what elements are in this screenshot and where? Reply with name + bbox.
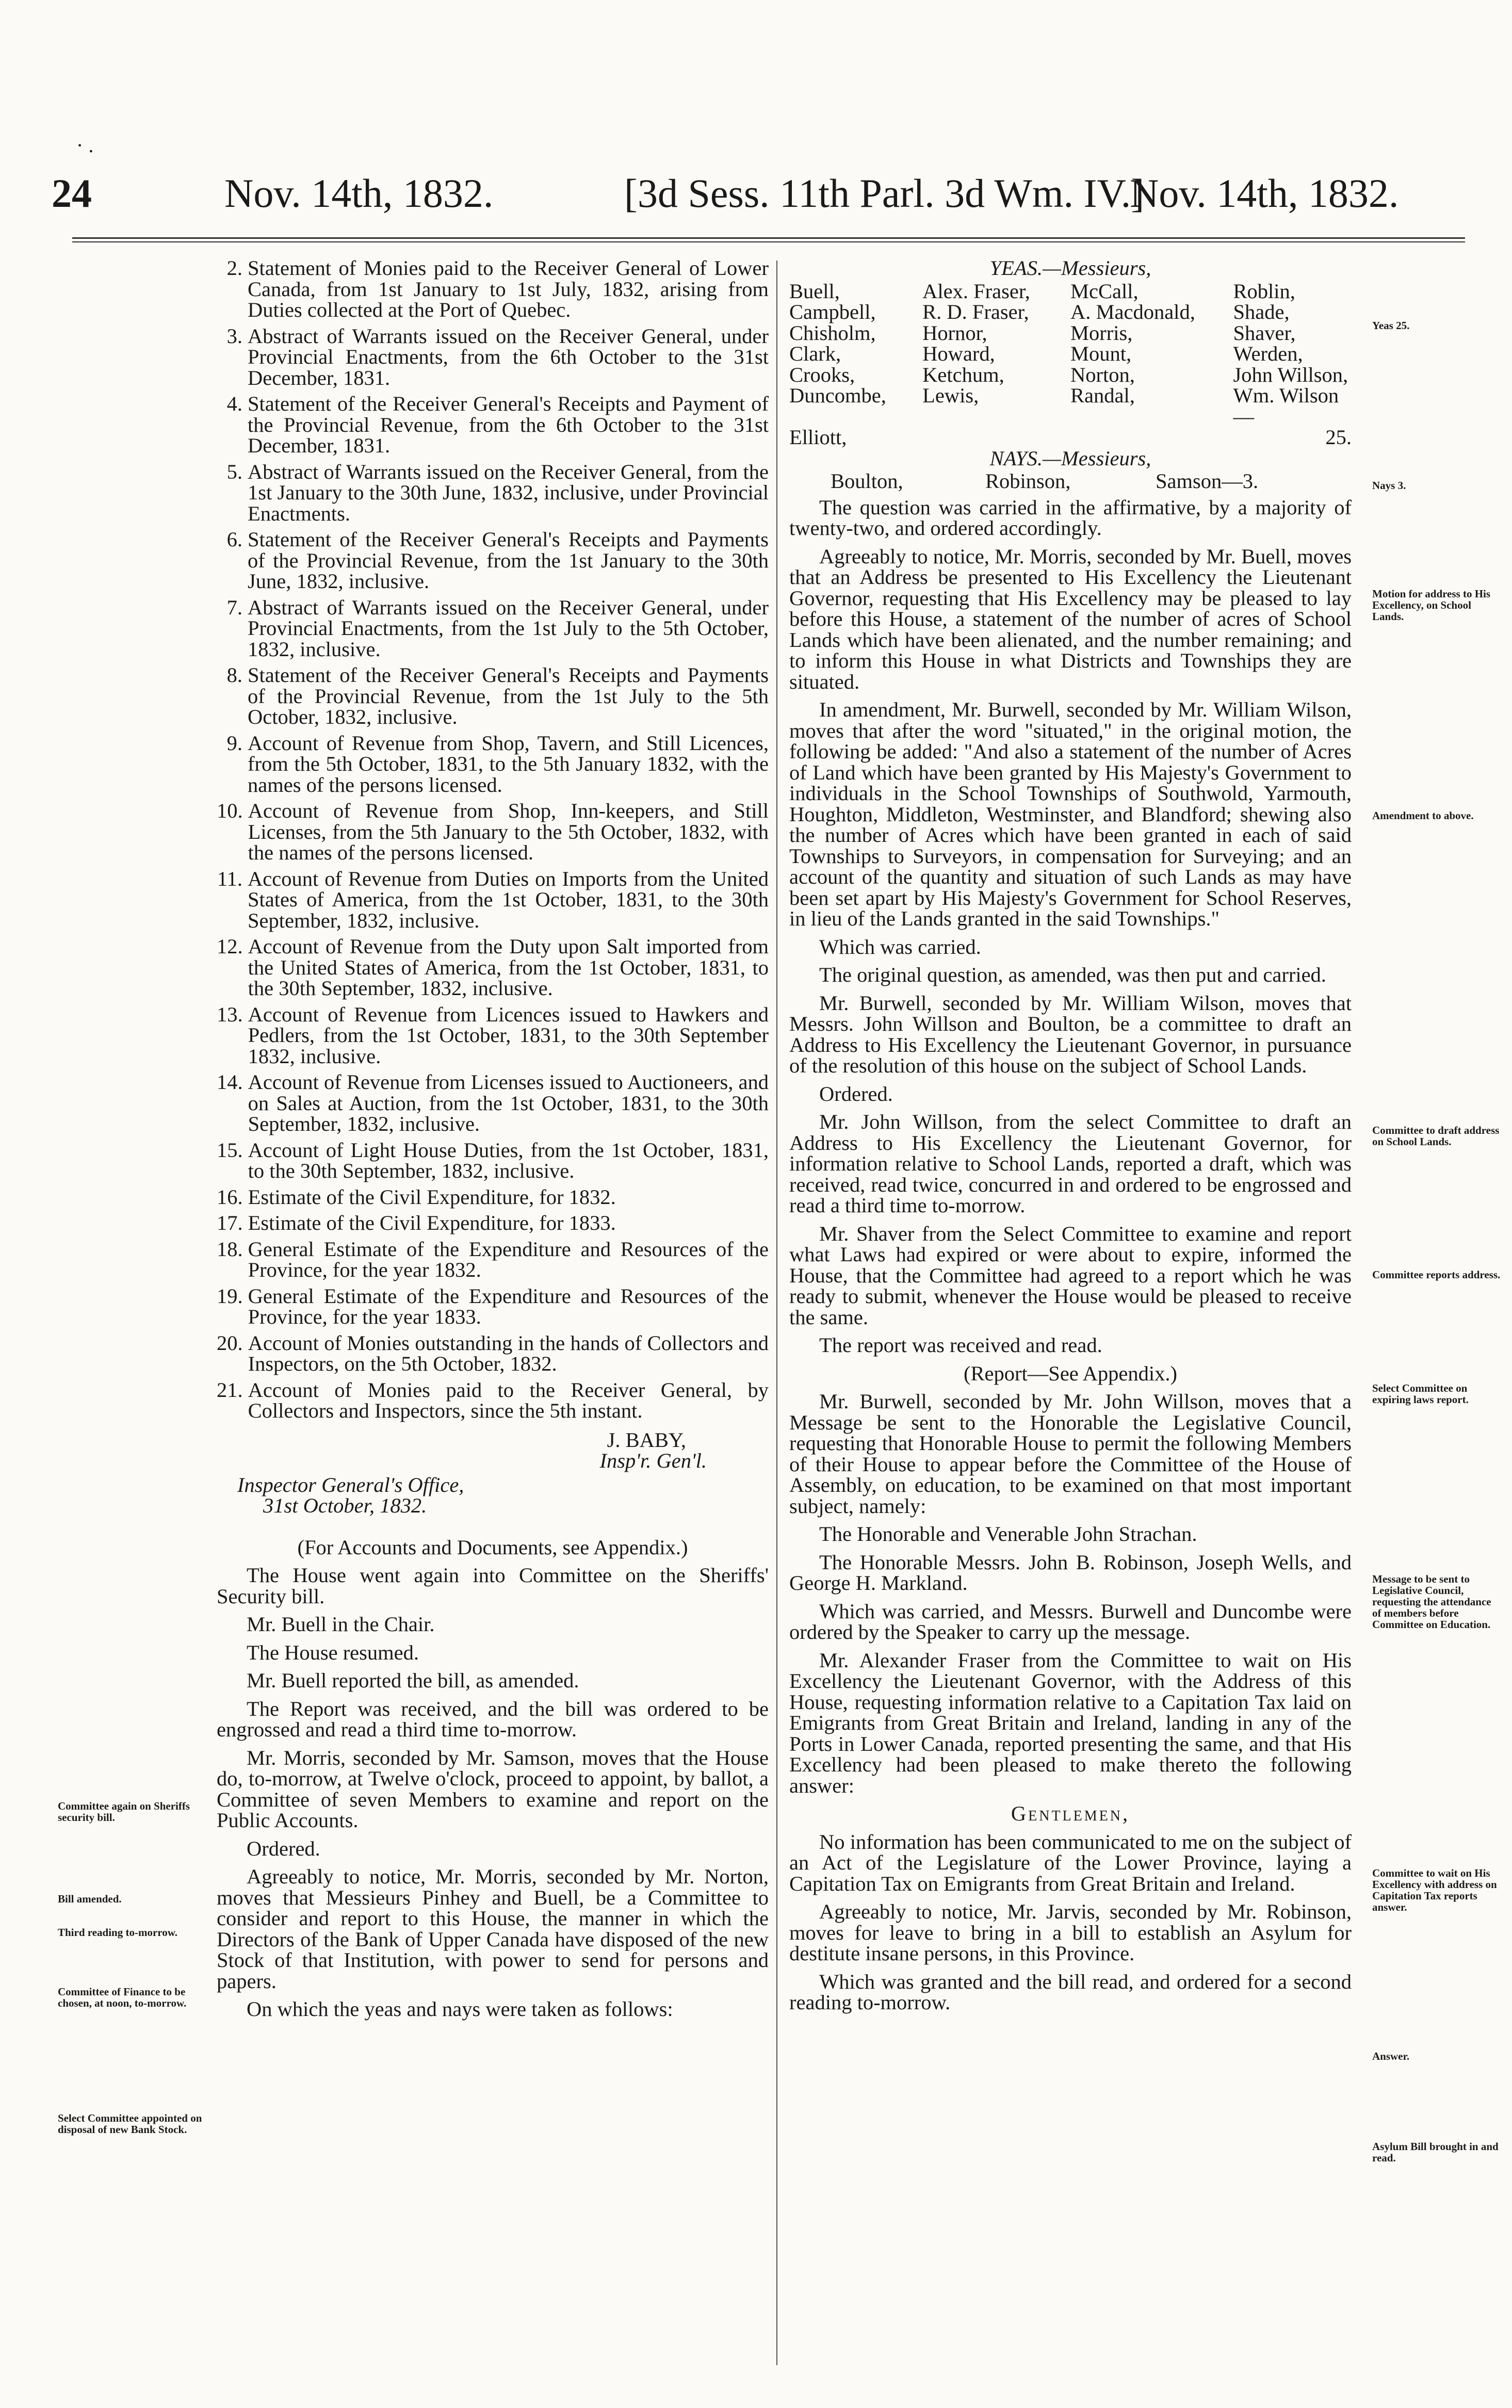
list-item [217, 1213, 769, 1234]
item-number: 8. [226, 663, 242, 687]
paragraph: Which was carried. [819, 935, 981, 958]
nays-list [789, 471, 1352, 492]
paragraph: Mr. Alexander Fraser from the Committee to wait on His Excellency the Lieutenant Governor, with the Address of this House, requesting information relative to a Capitation Tax laid on Emigrants from Great Britain and Ireland, landing in any of the Ports in Lower Canada, reported presenting the same, and that His Excellency had been pleased to make thereto the following answer: [789, 1648, 1352, 1797]
yeas-name: Duncombe, [789, 384, 886, 407]
margin-note: Committee of Finance to be chosen, at noon, to-morrow. [58, 1986, 187, 2009]
paragraph: Mr. Burwell, seconded by Mr. John Willson, moves that a Message be sent to the Honorable the Legislative Council, requesting that Honorable House to permit the following Members of their House to appear before the Committee of the House of Assembly, on education, to be examined on that most important subject, namely: [789, 1390, 1352, 1518]
list-item [217, 665, 769, 728]
item-number: 2. [226, 256, 242, 280]
item-number: 16. [217, 1185, 243, 1209]
item-number: 10. [217, 799, 243, 822]
header-date-left: Nov. 14th, 1832. [224, 171, 494, 216]
item-number: 17. [217, 1211, 243, 1234]
yeas-name: Howard, [922, 342, 995, 365]
yeas-name: Mount, [1070, 342, 1132, 365]
item-text: Account of Monies paid to the Receiver General, by Collectors and Inspectors, since the 5th instant. [248, 1378, 769, 1422]
item-number: 5. [226, 460, 242, 483]
list-item [217, 326, 769, 389]
list-item [217, 394, 769, 457]
office-block [237, 1475, 769, 1517]
yeas-name: Crooks, [789, 363, 855, 386]
item-text: General Estimate of the Expenditure and Resources of the Province, for the year 1832. [248, 1237, 769, 1281]
document-list [217, 258, 769, 1422]
page-header [52, 170, 1475, 227]
column-divider [776, 261, 777, 2365]
paragraph: Agreeably to notice, Mr. Jarvis, seconded by Mr. Robinson, moves for leave to bring in a bill to establish an Asylum for destitute insane persons, in this Province. [789, 1900, 1352, 1965]
yeas-list [789, 281, 1352, 448]
item-text: Abstract of Warrants issued on the Receiver General, under Provincial Enactments, from the 1st July to the 5th October, 1832, inclusive. [248, 595, 769, 661]
item-text: Account of Monies outstanding in the hands of Collectors and Inspectors, on the 5th October, 1832. [248, 1331, 769, 1375]
yeas-name: Buell, [789, 279, 840, 303]
item-text: Abstract of Warrants issued on the Receiver General, from the 1st January to the 30th June, 1832, inclusive, under Provincial Enactments. [248, 460, 769, 525]
yeas-name: Randal, [1070, 384, 1135, 407]
list-item [217, 1072, 769, 1135]
header-rule-top [72, 237, 1465, 239]
margin-note: Select Committee on expiring laws report. [1372, 1382, 1469, 1406]
paragraph: Which was carried, and Messrs. Burwell and Duncombe were ordered by the Speaker to carry up the message. [789, 1599, 1352, 1644]
list-item [217, 258, 769, 321]
item-number: 3. [226, 324, 242, 348]
margin-note: Select Committee appointed on disposal of new Bank Stock. [58, 2112, 202, 2136]
appendix-note: (For Accounts and Documents, see Appendix.) [297, 1535, 688, 1559]
margin-note: Third reading to-morrow. [58, 1926, 177, 1939]
list-item [217, 1380, 769, 1422]
item-number: 20. [217, 1331, 243, 1355]
paragraph: In amendment, Mr. Burwell, seconded by Mr. William Wilson, moves that after the word "situated," in the original motion, the following be added: "And also a statement of the number of Acres of Land which have been granted by His Majesty's Government to individuals in the School Townships of Southwold, Yarmouth, Houghton, Middleton, Westminster, and Blandford; shewing also the number of Acres which have been granted in each of said Townships to Surveyors, in compensation for Surveying; and an account of the quantity and situation of such Lands as may have been set apart by His Majesty's Government for School Reserves, in lieu of the Lands granted in the said Townships." [789, 698, 1352, 930]
item-number: 19. [217, 1284, 243, 1308]
paragraph: Ordered. [819, 1082, 893, 1105]
salutation: Gentlemen, [1011, 1802, 1130, 1825]
item-number: 4. [226, 392, 242, 415]
yeas-name: Morris, [1070, 321, 1133, 345]
yeas-name: McCall, [1070, 279, 1139, 303]
yeas-row [789, 427, 1352, 448]
yeas-name: Ketchum, [922, 363, 1004, 386]
item-text: Account of Revenue from Shop, Tavern, and Still Licences, from the 5th October, 1831, to the 5th January 1832, with the names of the persons licensed. [248, 731, 769, 796]
list-item [217, 1004, 769, 1067]
yeas-name: Campbell, [789, 300, 876, 323]
stray-marks: · . [76, 134, 94, 157]
paragraph: Agreeably to notice, Mr. Morris, seconded by Mr. Buell, moves that an Address be presented to His Excellency the Lieutenant Governor, requesting that His Excellency may be pleased to lay before this House, a statement of the number of acres of School Lands which have been alienated, and the number remaining; and to inform this House in what Districts and Townships they are situated. [789, 544, 1352, 693]
yeas-name [922, 427, 1070, 448]
margin-note: Committee to wait on His Excellency with address on Capitation Tax reports answer. [1372, 1867, 1497, 1913]
item-number: 12. [217, 935, 243, 958]
paragraph: The House resumed. [247, 1640, 419, 1664]
header-session: [3d Sess. 11th Parl. 3d Wm. IV.] [624, 171, 1145, 216]
list-item [217, 1239, 769, 1281]
paragraph: On which the yeas and nays were taken as follows: [247, 1997, 673, 2021]
paragraph: No information has been communicated to me on the subject of an Act of the Legislature of the Lower Province, laying a Capitation Tax on Emigrants from Great Britain and Ireland. [789, 1830, 1352, 1895]
paragraph: The Honorable and Venerable John Strachan. [819, 1522, 1197, 1545]
paragraph: Mr. Morris, seconded by Mr. Samson, moves that the House do, to-morrow, at Twelve o'clock, proceed to appoint, by ballot, a Committee of seven Members to examine and report on the Public Accounts. [217, 1746, 769, 1832]
list-item [217, 936, 769, 999]
yeas-name: John Willson, [1233, 363, 1348, 386]
signature-title: Insp'r. Gen'l. [599, 1449, 707, 1472]
list-item [217, 1286, 769, 1328]
nays-heading: NAYS.—Messieurs, [989, 446, 1151, 470]
margin-note: Message to be sent to Legislative Council, requesting the attendance of members before Committee on Education. [1372, 1573, 1491, 1631]
item-number: 18. [217, 1237, 243, 1261]
yeas-name: Chisholm, [789, 321, 876, 345]
paragraph: Mr. John Willson, from the select Committee to draft an Address to His Excellency the Lieutenant Governor, for information relative to School Lands, reported a draft, which was received, read twice, concurred in and ordered to be engrossed and read a third time to-morrow. [789, 1110, 1352, 1217]
paragraph: Ordered. [247, 1836, 320, 1860]
yeas-name: Hornor, [922, 321, 987, 345]
nays-name: Samson—3. [1156, 469, 1259, 493]
paragraph: Agreeably to notice, Mr. Morris, seconded by Mr. Norton, moves that Messieurs Pinhey and Buell, be a Committee to consider and report to this House, the manner in which the Directors of the Bank of Upper Canada have disposed of the new Stock of that Institution, with power to send for persons and papers. [217, 1865, 769, 1993]
item-text: Statement of the Receiver General's Receipts and Payments of the Provincial Revenue, from the 1st January to the 30th June, 1832, inclusive. [248, 528, 769, 593]
item-number: 21. [217, 1378, 243, 1402]
list-item [217, 1187, 769, 1208]
margin-note: Asylum Bill brought in and read. [1372, 2140, 1499, 2164]
yeas-name: Clark, [789, 342, 841, 365]
item-number: 7. [226, 595, 242, 619]
yeas-name: Shade, [1233, 300, 1290, 323]
margin-note: Bill amended. [58, 1893, 122, 1905]
yeas-name: 25. [1325, 426, 1352, 449]
item-text: General Estimate of the Expenditure and Resources of the Province, for the year 1833. [248, 1284, 769, 1328]
list-item [217, 462, 769, 525]
item-text: Account of Revenue from Shop, Inn-keepers, and Still Licenses, from the 5th January to the 5th October, 1832, with the names of the persons licensed. [248, 799, 769, 864]
paragraph: The House went again into Committee on the Sheriffs' Security bill. [217, 1564, 769, 1608]
paragraph: Mr. Burwell, seconded by Mr. William Wilson, moves that Messrs. John Willson and Boulton, be a committee to draft an Address to His Excellency the Lieutenant Governor, in pursuance of the resolution of this house on the subject of School Lands. [789, 991, 1352, 1077]
yeas-name: R. D. Fraser, [922, 300, 1029, 323]
item-text: Account of Revenue from Duties on Imports from the United States of America, from the 1st October, 1831, to the 30th September, 1832, inclusive. [248, 867, 769, 932]
nays-name: Boulton, [831, 469, 903, 493]
item-text: Estimate of the Civil Expenditure, for 1832. [248, 1185, 616, 1209]
yeas-row [789, 344, 1352, 365]
paragraph: The Honorable Messrs. John B. Robinson, Joseph Wells, and George H. Markland. [789, 1550, 1352, 1595]
item-text: Estimate of the Civil Expenditure, for 1833. [248, 1211, 616, 1234]
nays-name: Robinson, [985, 469, 1071, 493]
list-item [217, 1140, 769, 1182]
margin-note: Committee reports address. [1372, 1268, 1501, 1281]
yeas-name: Werden, [1233, 342, 1303, 365]
paragraph: The question was carried in the affirmative, by a majority of twenty-two, and ordered accordingly. [789, 495, 1352, 540]
yeas-name: Lewis, [922, 384, 979, 407]
header-rule-bottom [72, 241, 1465, 242]
item-number: 13. [217, 1002, 243, 1026]
yeas-row [789, 385, 1352, 427]
paragraph: Mr. Shaver from the Select Committee to examine and report what Laws had expired or were about to expire, informed the House, that the Committee had agreed to a report which he was ready to submit, whenever the House would be pleased to receive the same. [789, 1222, 1352, 1329]
left-column [217, 258, 769, 2027]
vote-tally [789, 258, 1352, 492]
list-item [217, 1333, 769, 1375]
yeas-heading: YEAS.—Messieurs, [989, 256, 1151, 280]
item-text: Account of Light House Duties, from the 1st October, 1831, to the 30th September, 1832, inclusive. [248, 1138, 769, 1182]
item-text: Statement of Monies paid to the Receiver General of Lower Canada, from 1st January to 1st July, 1832, arising from Duties collected at the Port of Quebec. [248, 256, 769, 321]
item-text: Statement of the Receiver General's Receipts and Payment of the Provincial Revenue, from the 6th October to the 31st December, 1831. [248, 392, 769, 457]
yeas-name: Roblin, [1233, 279, 1295, 303]
item-number: 6. [226, 528, 242, 551]
paragraph: The original question, as amended, was then put and carried. [819, 963, 1326, 986]
item-text: Account of Revenue from the Duty upon Salt imported from the United States of America, from the 1st October, 1831, to the 30th September, 1832, inclusive. [248, 935, 769, 1000]
paragraph: The Report was received, and the bill was ordered to be engrossed and read a third time to-morrow. [217, 1697, 769, 1741]
item-number: 14. [217, 1070, 243, 1094]
margin-note: Motion for address to His Excellency, on School Lands. [1372, 588, 1491, 623]
item-text: Statement of the Receiver General's Receipts and Payments of the Provincial Revenue, from the 1st July to the 5th October, 1832, inclusive. [248, 663, 769, 728]
paragraph: Which was granted and the bill read, and ordered for a second reading to-morrow. [789, 1970, 1352, 2014]
office-line-2: 31st October, 1832. [263, 1494, 427, 1517]
list-item [217, 733, 769, 796]
yeas-name [1070, 427, 1233, 448]
header-date-right: Nov. 14th, 1832. [1130, 171, 1399, 216]
yeas-name: Norton, [1070, 363, 1135, 386]
list-item [217, 869, 769, 932]
paragraph: (Report—See Appendix.) [964, 1361, 1177, 1385]
office-line-1: Inspector General's Office, [237, 1473, 464, 1496]
yeas-name: Wm. Wilson— [1233, 384, 1339, 428]
margin-note: Amendment to above. [1372, 809, 1474, 822]
yeas-name: A. Macdonald, [1070, 300, 1195, 323]
yeas-name: Shaver, [1233, 321, 1296, 345]
yeas-row [789, 302, 1352, 323]
item-text: Account of Revenue from Licenses issued to Auctioneers, and on Sales at Auction, from the 1st October, 1831, to the 30th September, 1832, inclusive. [248, 1070, 769, 1135]
paragraph: The report was received and read. [819, 1333, 1102, 1357]
margin-note: Answer. [1372, 2050, 1410, 2062]
yeas-name: Elliott, [789, 426, 847, 449]
item-number: 15. [217, 1138, 243, 1162]
paragraph: Mr. Buell in the Chair. [247, 1613, 435, 1636]
yeas-row [789, 323, 1352, 344]
signature-name: J. BABY, [607, 1428, 686, 1452]
right-column [789, 258, 1352, 2021]
list-item [217, 801, 769, 864]
item-text: Account of Revenue from Licences issued to Hawkers and Pedlers, from the 1st October, 1831, to the 30th September 1832, inclusive. [248, 1002, 769, 1068]
paragraph: Mr. Buell reported the bill, as amended. [247, 1669, 579, 1692]
page-number: 24 [52, 171, 92, 216]
yeas-row [789, 281, 1352, 302]
list-item [217, 597, 769, 660]
item-text: Abstract of Warrants issued on the Receiver General, under Provincial Enactments, from the 6th October to the 31st December, 1831. [248, 324, 769, 389]
margin-note: Nays 3. [1372, 479, 1406, 492]
list-item [217, 529, 769, 592]
margin-note: Committee again on Sheriffs security bill. [58, 1800, 190, 1824]
item-number: 9. [226, 731, 242, 755]
yeas-name: Alex. Fraser, [922, 279, 1030, 303]
margin-note: Committee to draft address on School Lands. [1372, 1124, 1500, 1148]
yeas-row [789, 365, 1352, 386]
margin-note: Yeas 25. [1372, 319, 1410, 332]
item-number: 11. [217, 867, 242, 890]
